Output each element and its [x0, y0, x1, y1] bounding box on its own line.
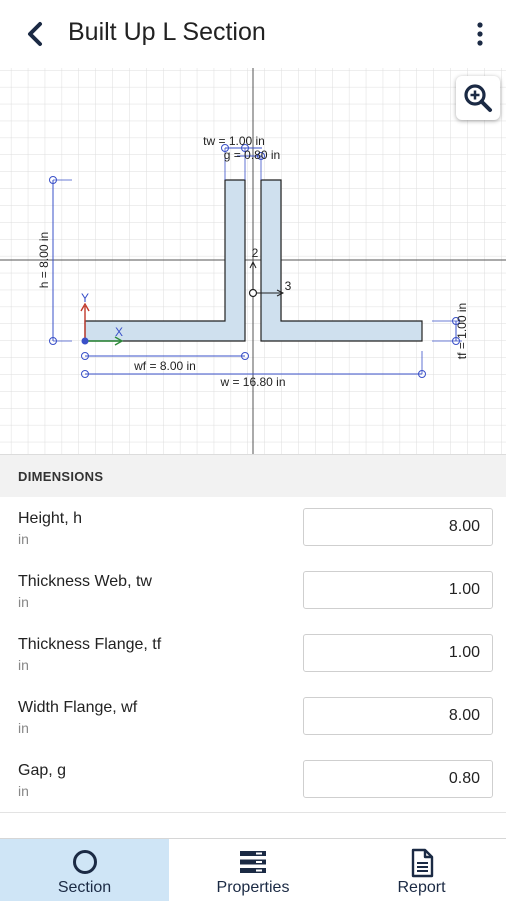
- height-input[interactable]: [304, 509, 492, 545]
- tab-report-label: Report: [397, 879, 446, 896]
- zoom-in-icon: [462, 82, 494, 114]
- width-flange-unit: in: [18, 720, 29, 736]
- height-unit: in: [18, 531, 29, 547]
- width-flange-input[interactable]: [304, 698, 492, 734]
- gap-unit: in: [18, 783, 29, 799]
- height-label: Height, h: [18, 510, 83, 527]
- zoom-button[interactable]: [456, 76, 500, 120]
- thickness-flange-row: [0, 623, 506, 687]
- app-header: [0, 0, 506, 69]
- thickness-flange-label: Thickness Flange, tf: [18, 636, 162, 653]
- tab-section[interactable]: [0, 839, 169, 901]
- thickness-web-field-box: [303, 571, 493, 609]
- thickness-flange-unit: in: [18, 657, 29, 673]
- more-vertical-icon: [468, 18, 492, 50]
- tf-label: tf = 1.00 in: [455, 302, 469, 360]
- circle-icon: [71, 848, 99, 876]
- height-row: [0, 497, 506, 561]
- section-drawing: [0, 68, 506, 454]
- thickness-flange-field-box: [303, 634, 493, 672]
- list-icon: [238, 848, 268, 876]
- width-flange-field-box: [303, 697, 493, 735]
- dimensions-header-label: DIMENSIONS: [18, 469, 104, 484]
- tab-properties-label: Properties: [216, 879, 290, 896]
- section-canvas[interactable]: [0, 68, 506, 454]
- g-label: g = 0.80 in: [223, 148, 281, 162]
- w-label: w = 16.80 in: [220, 375, 286, 389]
- page-title: Built Up L Section: [68, 18, 266, 46]
- thickness-web-label: Thickness Web, tw: [18, 573, 152, 590]
- axis-3-label: 3: [284, 279, 292, 293]
- thickness-web-row: [0, 560, 506, 624]
- tw-label: tw = 1.00 in: [203, 134, 265, 148]
- tab-properties[interactable]: [169, 839, 337, 901]
- axis-x-label: X: [114, 325, 124, 339]
- tab-report[interactable]: [337, 839, 506, 901]
- gap-field-box: [303, 760, 493, 798]
- more-menu-button[interactable]: [468, 18, 492, 50]
- width-flange-label: Width Flange, wf: [18, 699, 138, 716]
- h-label: h = 8.00 in: [37, 231, 51, 289]
- height-field-box: [303, 508, 493, 546]
- gap-input[interactable]: [304, 761, 492, 797]
- thickness-flange-input[interactable]: [304, 635, 492, 671]
- tab-section-label: Section: [57, 879, 112, 896]
- document-icon: [409, 848, 435, 878]
- gap-label: Gap, g: [18, 762, 67, 779]
- thickness-web-input[interactable]: [304, 572, 492, 608]
- dimensions-section-header: [0, 454, 506, 498]
- thickness-web-unit: in: [18, 594, 29, 610]
- width-flange-row: [0, 686, 506, 750]
- wf-label: wf = 8.00 in: [134, 359, 196, 373]
- back-button[interactable]: [18, 16, 54, 52]
- chevron-left-icon: [18, 16, 54, 52]
- gap-row: [0, 749, 506, 813]
- bottom-navigation: [0, 838, 506, 901]
- axis-2-label: 2: [251, 246, 259, 260]
- axis-y-label: Y: [80, 291, 90, 305]
